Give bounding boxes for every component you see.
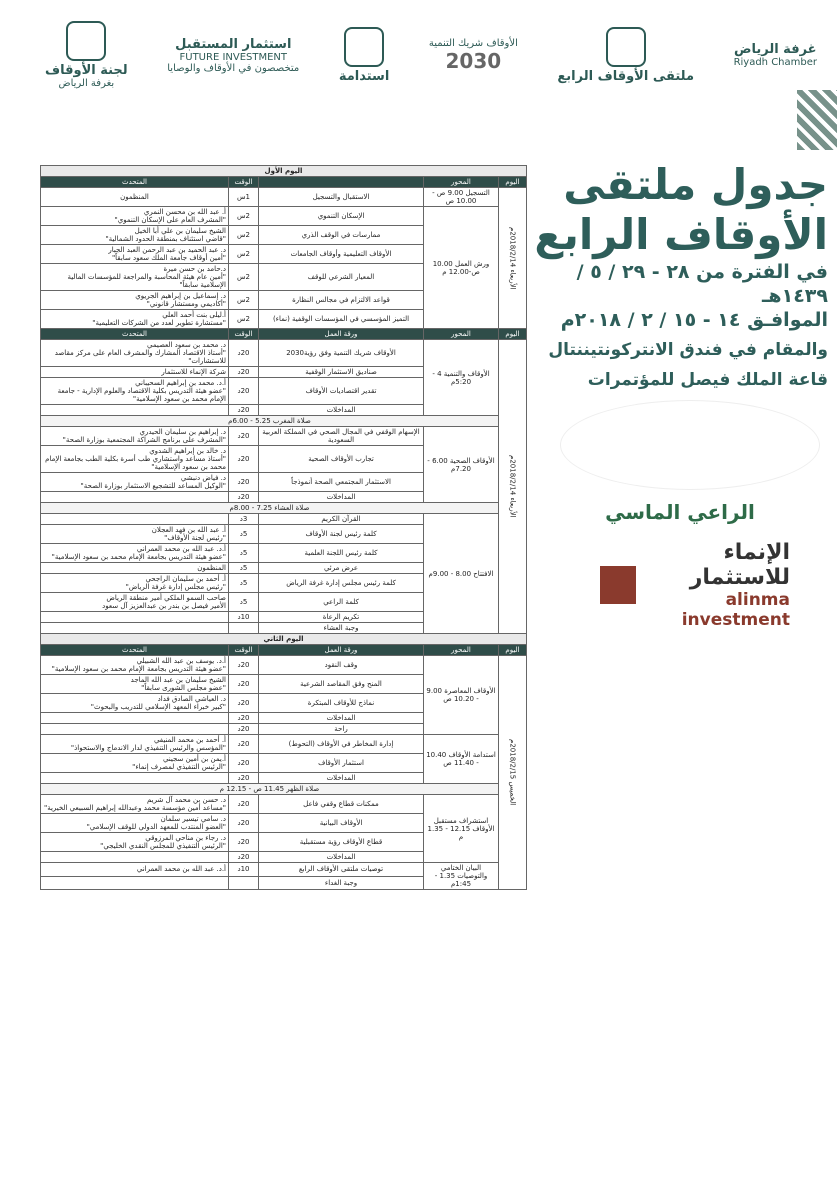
- table-cell: الأوقاف البيانية: [259, 814, 424, 833]
- axis-cell: التسجيل 9.00 ص - 10.00 ص: [424, 188, 499, 207]
- table-row: اليوم المحور ورقة العمل الوقت المتحدث: [41, 329, 527, 340]
- table-cell: 20د: [229, 378, 259, 405]
- table-cell: 5د: [229, 593, 259, 612]
- table-cell: إدارة المخاطر في الأوقاف (التحوط): [259, 735, 424, 754]
- event-header: [528, 160, 828, 392]
- table-cell: وجبة الغداء: [259, 876, 424, 890]
- table-cell: المداخلات: [259, 713, 424, 724]
- istidama-icon: [344, 27, 384, 67]
- table-cell: تقدير اقتصاديات الأوقاف: [259, 378, 424, 405]
- table-cell: نماذج للأوقاف المبتكرة: [259, 694, 424, 713]
- table-row: [41, 863, 527, 877]
- venue-line-2: قاعة الملك فيصل للمؤتمرات: [587, 370, 828, 390]
- table-cell: 20د: [229, 735, 259, 754]
- speaker-cell: [41, 852, 229, 863]
- waqf-committee-logo: لجنة الأوقاف بغرفة الرياض: [45, 21, 128, 89]
- table-cell: 20د: [229, 405, 259, 416]
- table-cell: ممكنات قطاع وقفي فاعل: [259, 795, 424, 814]
- sponsor-name-en: alinma investment: [681, 590, 790, 630]
- speaker-cell: د. إبراهيم بن سليمان الحيدري "المشرف على برنامج الشراكة المجتمعية بوزارة الصحة": [41, 427, 229, 446]
- alinma-icon: [600, 566, 636, 604]
- venue-line-1: والمقام في فندق الانتركونتيننتال: [548, 340, 828, 360]
- day-date: الأربعاء 2018/2/14م: [499, 340, 527, 634]
- speaker-cell: أ.د. يوسف بن عبد الله الشبيلي "عضو هيئة التدريس بجامعة الإمام محمد بن سعود الإسلامية": [41, 656, 229, 675]
- speaker-cell: د.حامد بن حسن ميرة "أمين عام هيئة المحاسبة والمراجعة للمؤسسات المالية الإسلامية سابقاً": [41, 264, 229, 291]
- speaker-cell: المنظمون: [41, 563, 229, 574]
- day-title: اليوم الأول: [41, 166, 527, 177]
- table-cell: 20د: [229, 773, 259, 784]
- speaker-cell: شركة الإنماء للاستثمار: [41, 367, 229, 378]
- table-cell: المداخلات: [259, 852, 424, 863]
- table-cell: تجارب الأوقاف الصحية: [259, 446, 424, 473]
- speaker-cell: الشيخ سليمان بن عبد الله الماجد "عضو مجلس الشورى سابقاً": [41, 675, 229, 694]
- table-row: [41, 207, 527, 226]
- table-cell: المعيار الشرعي للوقف: [259, 264, 424, 291]
- speaker-cell: الشيخ سليمان بن علي أبا الخيل "قاضي استئناف بمنطقة الحدود الشمالية": [41, 226, 229, 245]
- speaker-cell: أ.ليلى بنت أحمد العلي "مستشارة تطوير لعدد من الشركات التعليمية": [41, 310, 229, 329]
- riyadh-chamber-logo: غرفة الرياض Riyadh Chamber: [733, 42, 817, 68]
- speaker-cell: د. محمد بن سعود العصيمي "أستاذ الاقتصاد المشارك والمشرف العام على مركز مقاصد للاستشارات": [41, 340, 229, 367]
- logo-strip: [0, 0, 837, 110]
- day-date: الخميس 2018/2/15م: [499, 656, 527, 890]
- table-cell: 5د: [229, 544, 259, 563]
- table-cell: 20د: [229, 340, 259, 367]
- table-cell: 20د: [229, 713, 259, 724]
- axis-cell: الأوقاف الصحية 6.00 - 7.20م: [424, 427, 499, 503]
- table-cell: 20د: [229, 754, 259, 773]
- table-row: [41, 656, 527, 675]
- table-cell: 2س: [229, 226, 259, 245]
- axis-cell: استدامة الأوقاف 10.40 - 11.40 ص: [424, 735, 499, 784]
- table-row: [41, 735, 527, 754]
- decorative-swirl: [560, 400, 820, 490]
- table-cell: التميز المؤسسي في المؤسسات الوقفية (نماء): [259, 310, 424, 329]
- speaker-cell: د. إسماعيل بن إبراهيم الجريوي "أكاديمي ومستشار قانوني": [41, 291, 229, 310]
- table-cell: 5د: [229, 574, 259, 593]
- speaker-cell: د. العياشي الصادق فداد "كبير خبراء المعهد الإسلامي للتدريب والبحوث": [41, 694, 229, 713]
- table-cell: الإسكان التنموي: [259, 207, 424, 226]
- table-cell: 20د: [229, 656, 259, 675]
- table-cell: 2س: [229, 264, 259, 291]
- table-cell: 20د: [229, 852, 259, 863]
- table-cell: الاستثمار المجتمعي الصحة أنموذجاً: [259, 473, 424, 492]
- table-cell: 10د: [229, 612, 259, 623]
- forum-logo: ملتقى الأوقاف الرابع: [557, 27, 694, 84]
- table-cell: 20د: [229, 427, 259, 446]
- day-title: اليوم الثاني: [41, 634, 527, 645]
- speaker-cell: [41, 405, 229, 416]
- table-row: [41, 427, 527, 446]
- table-cell: 20د: [229, 473, 259, 492]
- table-cell: 20د: [229, 492, 259, 503]
- table-cell: المداخلات: [259, 773, 424, 784]
- table-row: [41, 166, 527, 177]
- table-cell: القرآن الكريم: [259, 514, 424, 525]
- table-row: [41, 340, 527, 367]
- table-row: [41, 795, 527, 814]
- table-cell: 20د: [229, 833, 259, 852]
- table-row: اليوم المحور الوقت المتحدث: [41, 177, 527, 188]
- speaker-cell: أ.د. عبد الله بن محمد العمراني: [41, 863, 229, 877]
- hijri-period: في الفترة من ٢٨ - ٢٩ / ٥ / ١٤٣٩هـ: [576, 261, 828, 307]
- table-cell: 3د: [229, 514, 259, 525]
- table-cell: كلمة رئيس لجنة الأوقاف: [259, 525, 424, 544]
- table-cell: 20د: [229, 367, 259, 378]
- speaker-cell: [41, 492, 229, 503]
- speaker-cell: أ. عبد الله بن فهد العجلان "رئيس لجنة الأوقاف": [41, 525, 229, 544]
- title-line-2: الأوقاف الرابع: [534, 210, 828, 259]
- break-row: صلاة المغرب 5.25 - 6.00م: [41, 416, 499, 427]
- speaker-cell: [41, 514, 229, 525]
- table-cell: 20د: [229, 675, 259, 694]
- table-row: [41, 634, 527, 645]
- speaker-cell: [41, 773, 229, 784]
- table-cell: 20د: [229, 814, 259, 833]
- speaker-cell: د. خالد بن إبراهيم الشدوي "أستاذ مساعد واستشاري طب أسرة بكلية الطب بجامعة الإمام محمد بن سعود الإسلامية": [41, 446, 229, 473]
- table-cell: 5د: [229, 525, 259, 544]
- table-row: [41, 503, 527, 514]
- table-cell: المنظمون: [41, 188, 229, 207]
- table-cell: [229, 623, 259, 634]
- table-cell: المداخلات: [259, 492, 424, 503]
- table-cell: توصيات ملتقى الأوقاف الرابع: [259, 863, 424, 877]
- sponsor-label: الراعي الماسي: [605, 500, 755, 524]
- table-cell: المداخلات: [259, 405, 424, 416]
- table-cell: عرض مرئي: [259, 563, 424, 574]
- gregorian-period: الموافـق ١٤ - ١٥ / ٢ / ٢٠١٨م: [560, 309, 828, 331]
- table-row: [41, 188, 527, 207]
- speaker-cell: أ.د. عبد الله بن محمد العمراني "عضو هيئة التدريس بجامعة الإمام محمد بن سعود الإسلامية": [41, 544, 229, 563]
- speaker-cell: أ. أحمد بن سليمان الراجحي "رئيس مجلس إدارة غرفة الرياض": [41, 574, 229, 593]
- table-cell: 1س: [229, 188, 259, 207]
- table-cell: قواعد الالتزام في مجالس النظارة: [259, 291, 424, 310]
- speaker-cell: د. عبد الحميد بن عبد الرحمن العبد الجبار "أمين أوقاف جامعة الملك سعود سابقاً": [41, 245, 229, 264]
- axis-cell: استشراف مستقبل الأوقاف 12.15 - 1.35 م: [424, 795, 499, 863]
- table-cell: 20د: [229, 795, 259, 814]
- axis-cell: الأوقاف المعاصرة 9.00 - 10.20 ص: [424, 656, 499, 735]
- table-cell: [229, 876, 259, 890]
- table-cell: الإسهام الوقفي في المجال الصحي في المملكة العربية السعودية: [259, 427, 424, 446]
- break-row: صلاة العشاء 7.25 - 8.00م: [41, 503, 499, 514]
- speaker-cell: [41, 876, 229, 890]
- speaker-cell: د. حسن بن محمد آل شريم "مساعد أمين مؤسسة محمد وعبدالله إبراهيم السبيعي الخيرية": [41, 795, 229, 814]
- future-investment-logo: استثمار المستقبل FUTURE INVESTMENT متخصصون في الأوقاف والوصايا: [167, 36, 300, 74]
- table-cell: 2س: [229, 245, 259, 264]
- table-cell: تكريم الرعاة: [259, 612, 424, 623]
- speaker-cell: د. رجاء بن مناحي المرزوقي "الرئيس التنفيذي للمجلس النقدي الخليجي": [41, 833, 229, 852]
- table-row: [41, 416, 527, 427]
- table-cell: وقف النقود: [259, 656, 424, 675]
- speaker-cell: [41, 623, 229, 634]
- table-cell: 2س: [229, 310, 259, 329]
- speaker-cell: أ.د. محمد بن إبراهيم السحيباني "عضو هيئة التدريس بكلية الاقتصاد والعلوم الإدارية - جامعة الإمام محمد بن سعود الإسلامية": [41, 378, 229, 405]
- speaker-cell: [41, 713, 229, 724]
- istidama-logo: استدامة: [339, 27, 389, 84]
- day-date: الأربعاء 2018/2/14م: [499, 188, 527, 329]
- axis-cell: البيان الختامي والتوصيات 1.35 - 1:45م: [424, 863, 499, 890]
- table-cell: 2س: [229, 291, 259, 310]
- speaker-cell: [41, 612, 229, 623]
- sponsor-name-ar: الإنماء للاستثمار: [689, 540, 790, 590]
- axis-cell: الأوقاف والتنمية 4 - 5:20م: [424, 340, 499, 416]
- table-cell: كلمة الراعي: [259, 593, 424, 612]
- table-cell: 5د: [229, 563, 259, 574]
- decorative-pattern: [797, 90, 837, 150]
- table-cell: الاستقبال والتسجيل: [259, 188, 424, 207]
- table-cell: صناديق الاستثمار الوقفية: [259, 367, 424, 378]
- speaker-cell: أ. أحمد بن محمد المنيفي "المؤسس والرئيس التنفيذي لدار الاندماج والاستحواذ": [41, 735, 229, 754]
- table-cell: كلمة رئيس مجلس إدارة غرفة الرياض: [259, 574, 424, 593]
- speaker-cell: أ.يمن بن أمين سجيني "الرئيس التنفيذي لمصرف إنماء": [41, 754, 229, 773]
- table-cell: استثمار الأوقاف: [259, 754, 424, 773]
- title-line-1: جدول ملتقى: [563, 160, 828, 209]
- table-cell: 10د: [229, 863, 259, 877]
- table-row: [41, 514, 527, 525]
- table-cell: 2س: [229, 207, 259, 226]
- speaker-cell: د. فياض دنبشي "الوكيل المساعد للتشجيع الاستثمار بوزارة الصحة": [41, 473, 229, 492]
- speaker-cell: د. سامي تيسير سلمان "العضو المنتدب للمعهد الدولي للوقف الإسلامي": [41, 814, 229, 833]
- speaker-cell: صاحب السمو الملكي أمير منطقة الرياض الأمير فيصل بن بندر بن عبدالعزيز آل سعود: [41, 593, 229, 612]
- sponsor-logo: [600, 540, 790, 630]
- table-cell: 20د: [229, 446, 259, 473]
- table-cell: ممارسات في الوقف الذري: [259, 226, 424, 245]
- table-cell: المنح وفق المقاصد الشرعية: [259, 675, 424, 694]
- break-row: صلاة الظهر 11.45 ص - 12.15 م: [41, 784, 499, 795]
- table-cell: الأوقاف التعليمية وأوقاف الجامعات: [259, 245, 424, 264]
- axis-cell: الافتتاح 8.00 - 9.00م: [424, 514, 499, 634]
- speaker-cell: [41, 724, 229, 735]
- table-cell: الأوقاف شريك التنمية وفق رؤية2030: [259, 340, 424, 367]
- axis-cell: ورش العمل 10.00 ص-12.00 م: [424, 207, 499, 329]
- speaker-cell: أ. عبد الله بن محسن النمري "المشرف العام على الإسكان التنموي": [41, 207, 229, 226]
- table-cell: 20د: [229, 694, 259, 713]
- table-cell: قطاع الأوقاف رؤية مستقبلية: [259, 833, 424, 852]
- table-cell: كلمة رئيس اللجنة العلمية: [259, 544, 424, 563]
- table-row: اليوم المحور ورقة العمل الوقت المتحدث: [41, 645, 527, 656]
- waqf-committee-icon: [66, 21, 106, 61]
- forum-icon: [606, 27, 646, 67]
- table-cell: وجبة العشاء: [259, 623, 424, 634]
- table-row: [41, 784, 527, 795]
- vision-2030-logo: الأوقاف شريك التنمية 2030: [428, 37, 518, 73]
- schedule-table: [40, 165, 527, 890]
- table-cell: 20د: [229, 724, 259, 735]
- table-cell: راحة: [259, 724, 424, 735]
